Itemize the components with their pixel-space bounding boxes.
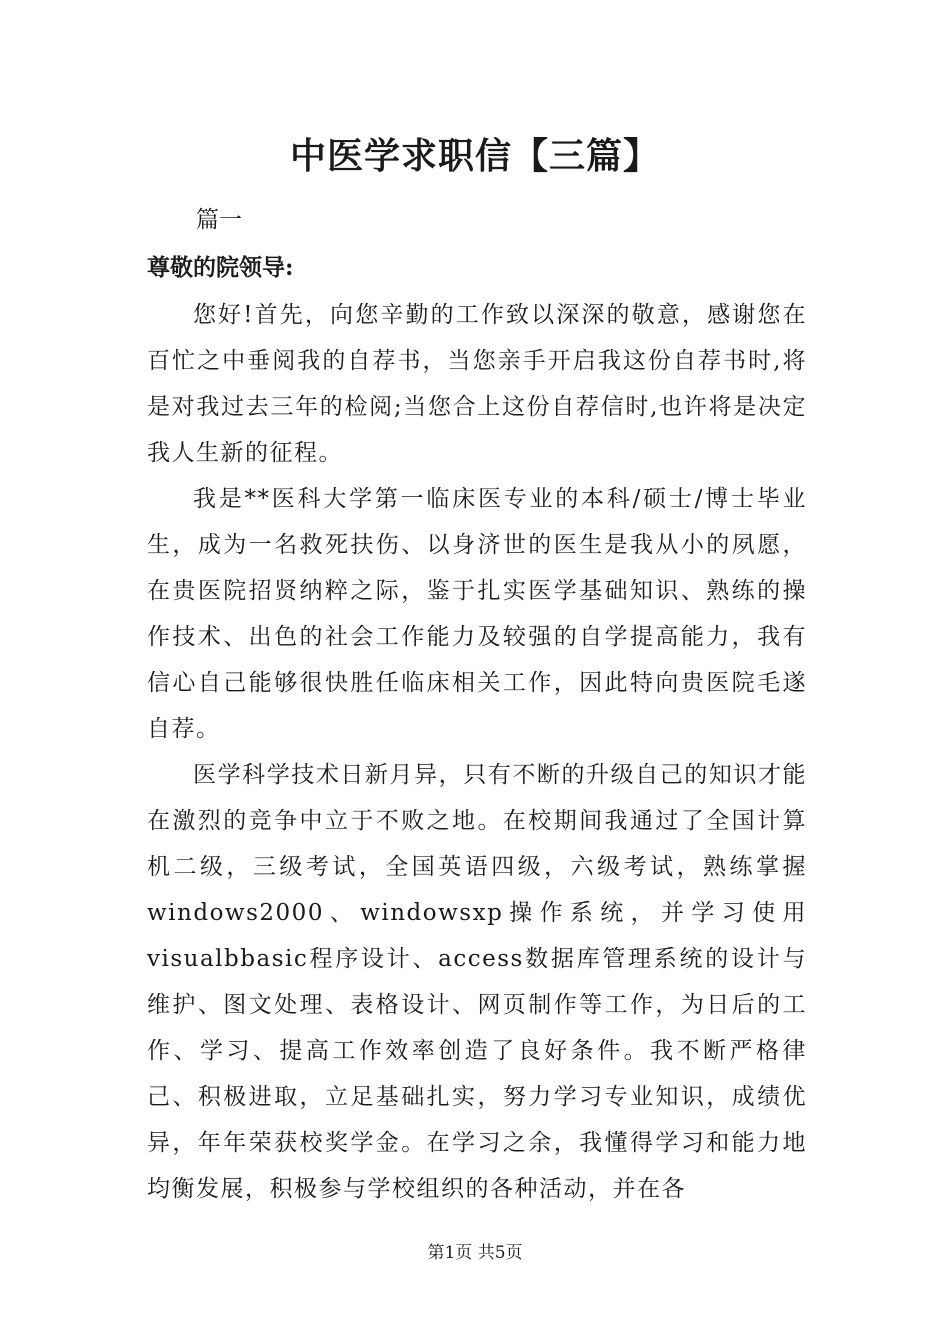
- letter-body: [147, 292, 807, 1212]
- paragraph: 我是**医科大学第一临床医专业的本科/硕士/博士毕业生，成为一名救死扶伤、以身济世的医生是我从小的夙愿，在贵医院招贤纳粹之际，鉴于扎实医学基础知识、熟练的操作技术、出色的社会工作能力及较强的自学提高能力，我有信心自己能够很快胜任临床相关工作，因此特向贵医院毛遂自荐。: [147, 486, 807, 742]
- salutation: 尊敬的院领导:: [147, 254, 294, 281]
- document-title: 中医学求职信【三篇】: [289, 135, 660, 177]
- paragraph: 医学科学技术日新月异，只有不断的升级自己的知识才能在激烈的竞争中立于不败之地。在校期间我通过了全国计算机二级，三级考试，全国英语四级，六级考试，熟练掌握windows2000、windowsxp操作系统，并学习使用visualbbasic程序设计、access数据库管理系统的设计与维护、图文处理、表格设计、网页制作等工作，为日后的工作、学习、提高工作效率创造了良好条件。我不断严格律己、积极进取，立足基础扎实，努力学习专业知识，成绩优异，年年荣获校奖学金。在学习之余，我懂得学习和能力地均衡发展，积极参与学校组织的各种活动，并在各: [147, 762, 807, 1202]
- section-label: 篇一: [196, 207, 242, 233]
- paragraph: 您好!首先，向您辛勤的工作致以深深的敬意，感谢您在百忙之中垂阅我的自荐书，当您亲手开启我这份自荐书时,将是对我过去三年的检阅;当您合上这份自荐信时,也许将是决定我人生新的征程。: [147, 302, 807, 466]
- page-footer: 第1页 共5页: [427, 1243, 523, 1263]
